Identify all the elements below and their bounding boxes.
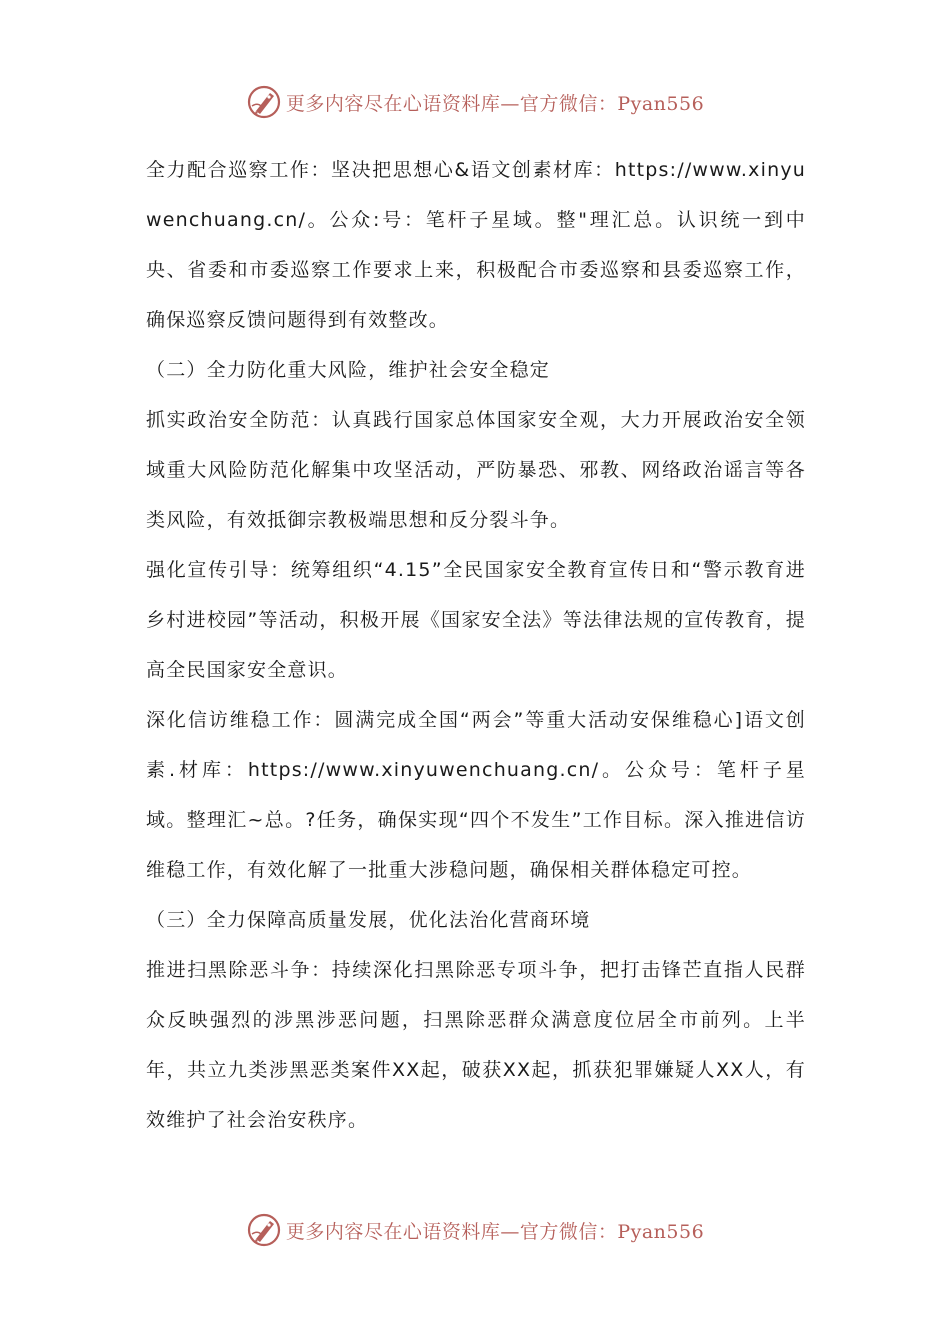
header-banner-text: 更多内容尽在心语资料库—官方微信：Pyan556: [285, 92, 705, 115]
paragraph-anti-crime: 推进扫黑除恶斗争：持续深化扫黑除恶专项斗争，把打击锋芒直指人民群众反映强烈的涉黑涉恶问题，扫黑除恶群众满意度位居全市前列。上半年，共立九类涉黑恶类案件XX起，破获XX起，抓获犯罪嫌疑人XX人，有效维护了社会治安秩序。: [146, 959, 806, 1131]
footer-banner: [0, 1208, 950, 1252]
paragraph-political-security: 抓实政治安全防范：认真践行国家总体国家安全观，大力开展政治安全领域重大风险防范化解集中攻坚活动，严防暴恐、邪教、网络政治谣言等各类风险，有效抵御宗教极端思想和反分裂斗争。: [146, 409, 806, 531]
document-body: [146, 145, 806, 1145]
section-heading-3: （三）全力保障高质量发展，优化法治化营商环境: [146, 909, 591, 931]
paragraph-petition-stability: 深化信访维稳工作：圆满完成全国“两会”等重大活动安保维稳心]语文创素.材库：https://www.xinyuwenchuang.cn/。公众号：笔杆子星域。整理汇~总。?任务，确保实现“四个不发生”工作目标。深入推进信访维稳工作，有效化解了一批重大涉稳问题，确保相关群体稳定可控。: [146, 709, 806, 881]
pen-nib-logo-icon: [246, 84, 282, 120]
paragraph-publicity: 强化宣传引导：统筹组织“4.15”全民国家安全教育宣传日和“警示教育进乡村进校园”等活动，积极开展《国家安全法》等法律法规的宣传教育，提高全民国家安全意识。: [146, 559, 806, 681]
paragraph-inspection-cooperation: 全力配合巡察工作：坚决把思想心&语文创素材库：https://www.xinyuwenchuang.cn/。公众:号：笔杆子星域。整"理汇总。认识统一到中央、省委和市委巡察工作要求上来，积极配合市委巡察和县委巡察工作，确保巡察反馈问题得到有效整改。: [146, 159, 806, 331]
pen-nib-logo-icon: [246, 1212, 282, 1248]
header-banner: [0, 80, 950, 124]
section-heading-2: （二）全力防化重大风险，维护社会安全稳定: [146, 359, 551, 381]
footer-banner-text: 更多内容尽在心语资料库—官方微信：Pyan556: [285, 1220, 705, 1243]
